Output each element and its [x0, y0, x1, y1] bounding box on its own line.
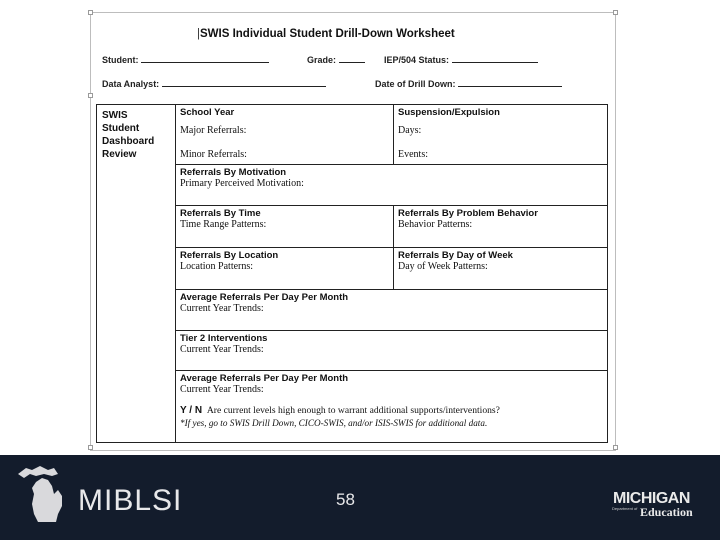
- row-divider: [175, 205, 607, 206]
- column-divider: [175, 105, 176, 442]
- resize-handle[interactable]: [88, 93, 93, 98]
- yes-no-question: Y / N Are current levels high enough to warrant additional supports/interventions?: [180, 405, 500, 416]
- analyst-blank: [162, 86, 326, 87]
- date-field: Date of Drill Down:: [375, 79, 562, 89]
- grade-blank: [339, 62, 365, 63]
- day-of-week-cell: Referrals By Day of Week Day of Week Patterns:: [398, 250, 513, 272]
- iep-field: IEP/504 Status:: [384, 55, 538, 65]
- row-divider: [175, 330, 607, 331]
- logo-education-text: Education: [640, 505, 693, 519]
- resize-handle[interactable]: [88, 445, 93, 450]
- student-blank: [141, 62, 269, 63]
- time-cell: Referrals By Time Time Range Patterns:: [180, 208, 267, 230]
- problem-behavior-cell: Referrals By Problem Behavior Behavior Patterns:: [398, 208, 538, 230]
- date-blank: [458, 86, 562, 87]
- row-divider: [175, 164, 607, 165]
- text-cursor: |: [197, 28, 200, 40]
- resize-handle[interactable]: [613, 445, 618, 450]
- followup-note: *If yes, go to SWIS Drill Down, CICO-SWIS, and/or ISIS-SWIS for additional data.: [180, 418, 488, 428]
- column-divider: [393, 105, 394, 164]
- side-heading: SWIS Student Dashboard Review: [102, 110, 155, 160]
- grade-field: Grade:: [307, 55, 365, 65]
- review-table: [96, 104, 608, 443]
- suspension-cell: Suspension/Expulsion Days: Events:: [398, 107, 500, 160]
- school-year-cell: School Year Major Referrals: Minor Referrals:: [180, 107, 247, 160]
- logo-michigan-text: MICHIGAN: [613, 490, 690, 507]
- average-referrals-cell: Average Referrals Per Day Per Month Current Year Trends:: [180, 292, 349, 314]
- location-cell: Referrals By Location Location Patterns:: [180, 250, 279, 272]
- resize-handle[interactable]: [88, 10, 93, 15]
- logo-dept-text: Department of: [612, 506, 638, 511]
- motivation-cell: Referrals By Motivation Primary Perceived Motivation:: [180, 167, 304, 189]
- row-divider: [175, 247, 607, 248]
- iep-blank: [452, 62, 538, 63]
- page-number: 58: [336, 490, 355, 509]
- average-referrals-cell-2: Average Referrals Per Day Per Month Current Year Trends: Y / N Are current levels high enough to warrant additional supports/interventions? *If yes, go to SWIS Drill Down, CICO-SWIS, and/or ISIS-SWIS for additional data.: [180, 373, 604, 429]
- resize-handle[interactable]: [613, 10, 618, 15]
- row-divider: [175, 289, 607, 290]
- miblsi-logo-text: MIBLSI: [78, 484, 183, 517]
- student-field: Student:: [102, 55, 269, 65]
- row-divider: [175, 370, 607, 371]
- tier2-cell: Tier 2 Interventions Current Year Trends:: [180, 333, 268, 355]
- michigan-state-icon: [12, 462, 78, 528]
- worksheet-title: |SWIS Individual Student Drill-Down Worksheet: [197, 28, 455, 40]
- analyst-field: Data Analyst:: [102, 79, 326, 89]
